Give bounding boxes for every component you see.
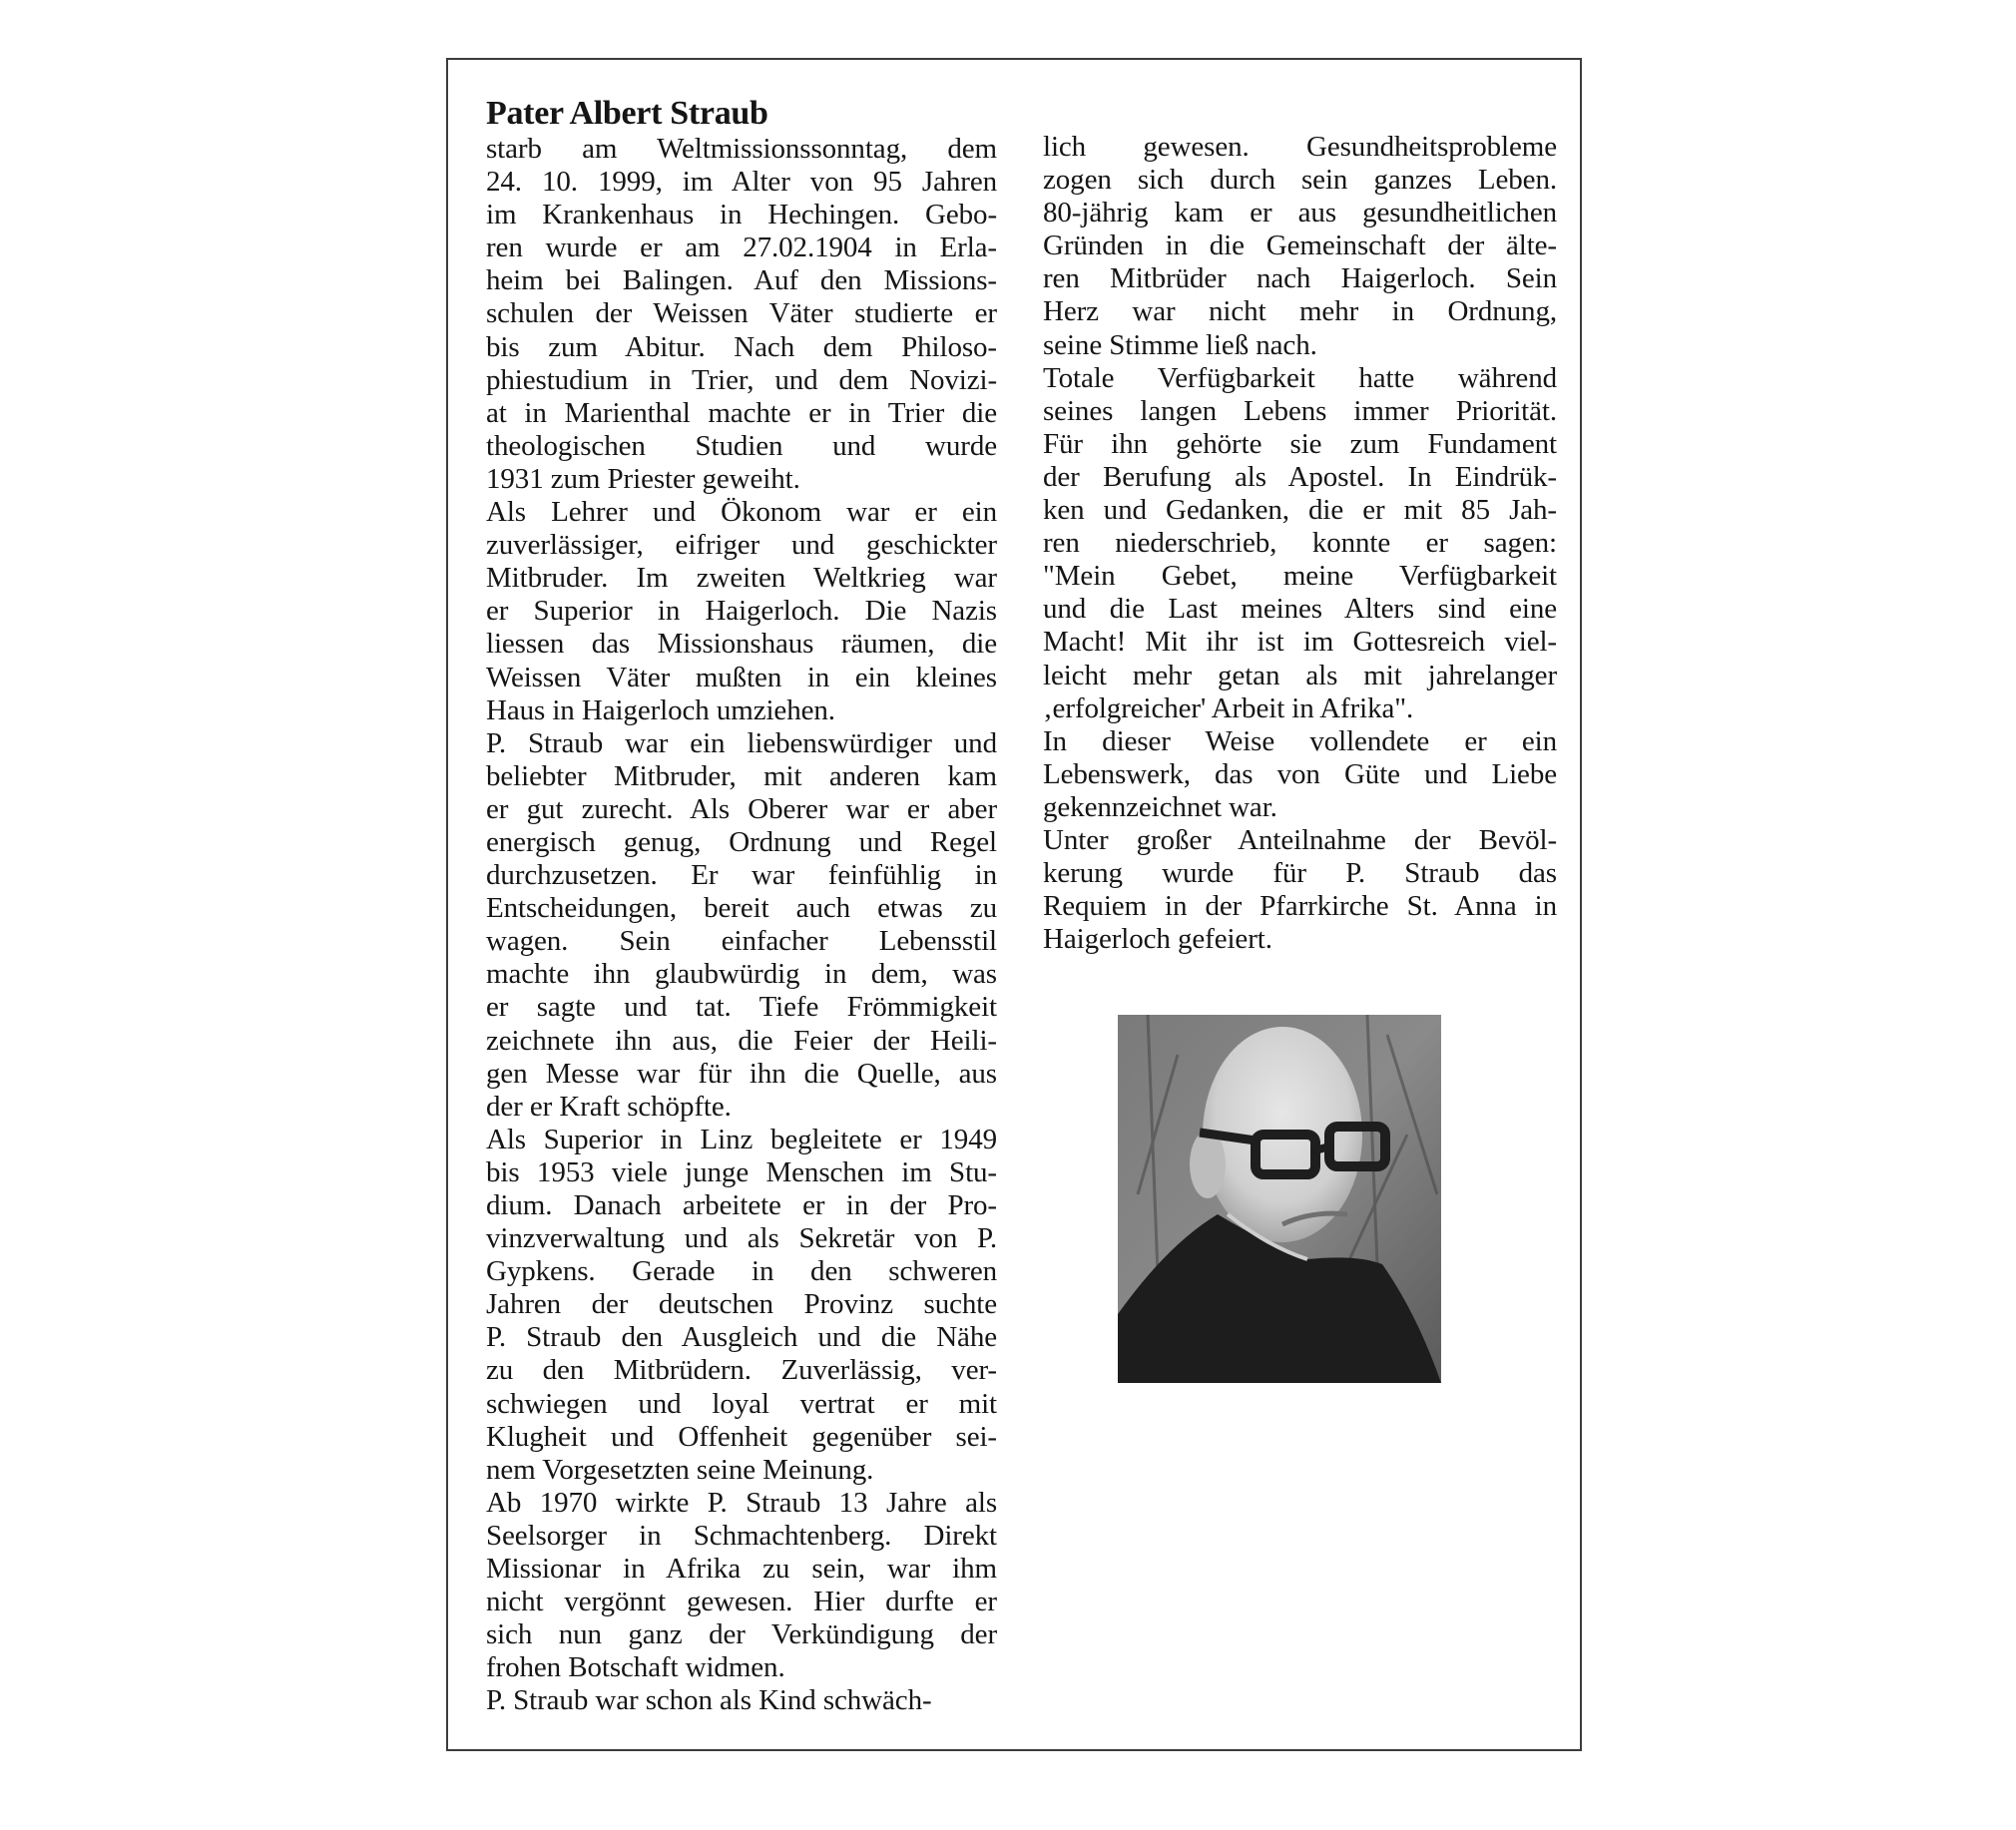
text-line: Gypkens. Gerade in den schweren: [486, 1255, 997, 1288]
text-line: ren Mitbrüder nach Haigerloch. Sein: [1043, 262, 1557, 295]
text-line: seine Stimme ließ nach.: [1043, 328, 1317, 361]
text-line: wagen. Sein einfacher Lebensstil: [486, 925, 997, 958]
text-line: lich gewesen. Gesundheitsprobleme: [1043, 131, 1557, 163]
text-line: 80-jährig kam er aus gesundheitlichen: [1043, 197, 1557, 229]
text-line: schwiegen und loyal vertrat er mit: [486, 1387, 997, 1420]
text-line: Gründen in die Gemeinschaft der älte-: [1043, 229, 1557, 262]
text-line: 1931 zum Priester geweiht.: [486, 462, 800, 495]
text-line: theologischen Studien und wurde: [486, 429, 997, 462]
text-line: dium. Danach arbeitete er in der Pro-: [486, 1189, 997, 1221]
text-line: zu den Mitbrüdern. Zuverlässig, ver-: [486, 1354, 997, 1387]
text-line: schulen der Weissen Väter studierte er: [486, 297, 997, 330]
text-line: Jahren der deutschen Provinz suchte: [486, 1288, 997, 1321]
text-line: beliebter Mitbruder, mit anderen kam: [486, 759, 997, 792]
text-line: er sagte und tat. Tiefe Frömmigkeit: [486, 991, 997, 1024]
text-line: Entscheidungen, bereit auch etwas zu: [486, 892, 997, 925]
article-title: Pater Albert Straub: [486, 95, 768, 132]
text-line: er gut zurecht. Als Oberer war er aber: [486, 792, 997, 825]
column-left-body: [486, 133, 997, 1718]
text-line: ‚erfolgreicher' Arbeit in Afrika".: [1043, 691, 1414, 724]
text-line: Haigerloch gefeiert.: [1043, 923, 1272, 956]
text-line: P. Straub war schon als Kind schwäch-: [486, 1684, 932, 1717]
text-line: seines langen Lebens immer Priorität.: [1043, 394, 1557, 427]
text-line: Haus in Haigerloch umziehen.: [486, 693, 835, 726]
text-line: Als Superior in Linz begleitete er 1949: [486, 1123, 997, 1155]
text-line: Totale Verfügbarkeit hatte während: [1043, 361, 1557, 394]
text-line: im Krankenhaus in Hechingen. Gebo-: [486, 199, 997, 231]
text-line: Unter großer Anteilnahme der Bevöl-: [1043, 823, 1557, 856]
text-line: Seelsorger in Schmachtenberg. Direkt: [486, 1519, 997, 1552]
text-line: liessen das Missionshaus räumen, die: [486, 628, 997, 661]
text-line: Mitbruder. Im zweiten Weltkrieg war: [486, 562, 997, 595]
text-line: zuverlässiger, eifriger und geschickter: [486, 529, 997, 562]
text-line: sich nun ganz der Verkündigung der: [486, 1618, 997, 1651]
text-line: bis zum Abitur. Nach dem Philoso-: [486, 330, 997, 363]
text-line: bis 1953 viele junge Menschen im Stu-: [486, 1155, 997, 1188]
text-line: ren niederschrieb, konnte er sagen:: [1043, 527, 1557, 560]
text-line: P. Straub den Ausgleich und die Nähe: [486, 1321, 997, 1354]
text-line: und die Last meines Alters sind eine: [1043, 593, 1557, 626]
text-line: 24. 10. 1999, im Alter von 95 Jahren: [486, 166, 997, 199]
text-line: ken und Gedanken, die er mit 85 Jah-: [1043, 494, 1557, 527]
text-line: gekennzeichnet war.: [1043, 790, 1277, 823]
text-line: der Berufung als Apostel. In Eindrük-: [1043, 460, 1557, 493]
text-line: er Superior in Haigerloch. Die Nazis: [486, 595, 997, 628]
text-line: "Mein Gebet, meine Verfügbarkeit: [1043, 560, 1557, 593]
text-line: vinzverwaltung und als Sekretär von P.: [486, 1222, 997, 1255]
text-line: phiestudium in Trier, und dem Novizi-: [486, 363, 997, 396]
text-line: der er Kraft schöpfte.: [486, 1090, 732, 1123]
text-line: Weissen Väter mußten in ein kleines: [486, 661, 997, 693]
text-line: zogen sich durch sein ganzes Leben.: [1043, 164, 1557, 197]
portrait-image: [1118, 1015, 1441, 1383]
text-line: Als Lehrer und Ökonom war er ein: [486, 496, 997, 529]
text-line: energisch genug, Ordnung und Regel: [486, 825, 997, 858]
text-line: machte ihn glaubwürdig in dem, was: [486, 958, 997, 991]
text-line: nem Vorgesetzten seine Meinung.: [486, 1453, 874, 1486]
text-line: kerung wurde für P. Straub das: [1043, 857, 1557, 890]
text-line: Klugheit und Offenheit gegenüber sei-: [486, 1420, 997, 1453]
text-line: Ab 1970 wirkte P. Straub 13 Jahre als: [486, 1486, 997, 1519]
text-line: Für ihn gehörte sie zum Fundament: [1043, 427, 1557, 460]
text-line: Requiem in der Pfarrkirche St. Anna in: [1043, 890, 1557, 923]
text-line: nicht vergönnt gewesen. Hier durfte er: [486, 1586, 997, 1618]
text-line: ren wurde er am 27.02.1904 in Erla-: [486, 231, 997, 264]
text-line: P. Straub war ein liebenswürdiger und: [486, 726, 997, 759]
text-line: Macht! Mit ihr ist im Gottesreich viel-: [1043, 626, 1557, 659]
text-line: Lebenswerk, das von Güte und Liebe: [1043, 757, 1557, 790]
text-line: frohen Botschaft widmen.: [486, 1651, 785, 1684]
text-line: In dieser Weise vollendete er ein: [1043, 724, 1557, 757]
text-line: at in Marienthal machte er in Trier die: [486, 396, 997, 429]
text-line: starb am Weltmissionssonntag, dem: [486, 133, 997, 165]
text-line: zeichnete ihn aus, die Feier der Heili-: [486, 1024, 997, 1057]
portrait-photo: [1118, 1015, 1441, 1383]
text-line: Missionar in Afrika zu sein, war ihm: [486, 1553, 997, 1586]
column-right-body: [1043, 131, 1557, 956]
text-line: leicht mehr getan als mit jahrelanger: [1043, 659, 1557, 691]
text-line: Herz war nicht mehr in Ordnung,: [1043, 295, 1557, 328]
text-line: heim bei Balingen. Auf den Missions-: [486, 264, 997, 297]
text-line: durchzusetzen. Er war feinfühlig in: [486, 859, 997, 892]
text-line: gen Messe war für ihn die Quelle, aus: [486, 1057, 997, 1090]
column-left: [486, 95, 997, 1718]
column-right: [1043, 131, 1557, 956]
